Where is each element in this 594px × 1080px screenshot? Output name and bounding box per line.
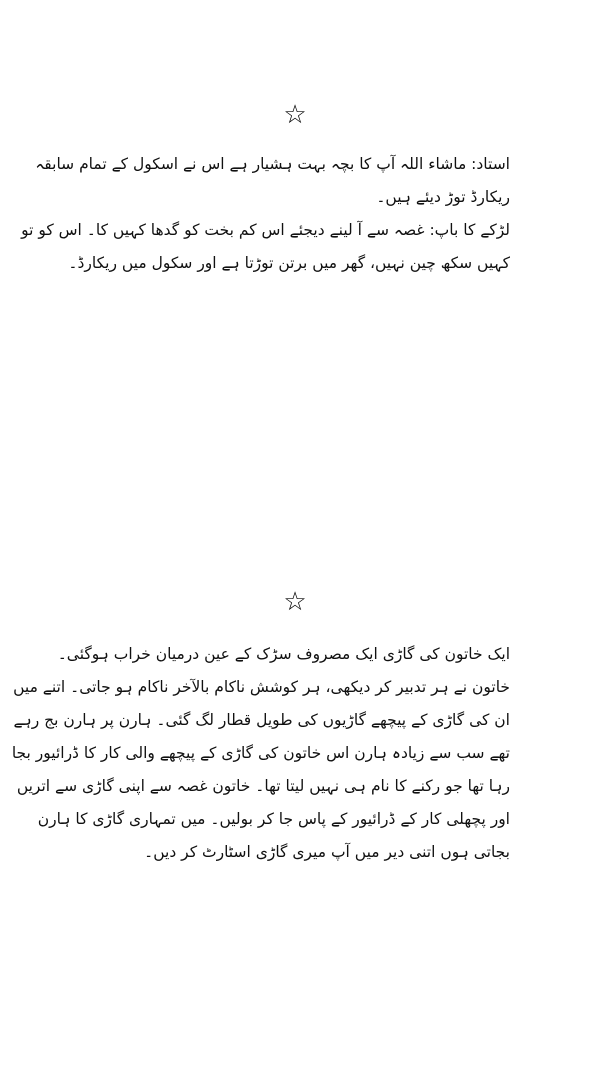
text-line: ریکارڈ توڑ دیئے ہیں۔ (376, 188, 510, 206)
text-line: تھے سب سے زیادہ ہارن اس خاتون کی گاڑی کے پیچھے والی کار کا ڈرائیور بجا (11, 744, 510, 762)
text-line: بجاتی ہوں اتنی دیر میں آپ میری گاڑی اسٹارٹ کر دیں۔ (144, 843, 510, 861)
text-line: خاتون نے ہر تدبیر کر دیکھی، ہر کوشش ناکام بالآخر ناکام ہو جاتی۔ اتنے میں (13, 678, 510, 696)
text-line: لڑکے کا باپ: غصہ سے آ لینے دیجئے اس کم بخت کو گدھا کہیں کا۔ اس کو تو (21, 221, 510, 239)
joke-2-text (11, 638, 510, 869)
star-icon: ☆ (283, 587, 307, 617)
joke-1-text (21, 148, 510, 280)
text-line: رہا تھا جو رکنے کا نام ہی نہیں لیتا تھا۔ خاتون غصہ سے اپنی گاڑی سے اتریں (16, 777, 510, 795)
text-line: اور پچھلی کار کے ڈرائیور کے پاس جا کر بولیں۔ میں تمہاری گاڑی کا ہارن (37, 810, 510, 828)
text-line: ایک خاتون کی گاڑی ایک مصروف سڑک کے عین درمیان خراب ہوگئی۔ (57, 645, 510, 663)
text-line: استاد: ماشاء اللہ آپ کا بچہ بہت ہشیار ہے اس نے اسکول کے تمام سابقہ (35, 155, 510, 173)
text-line: کہیں سکھ چین نہیں، گھر میں برتن توڑتا ہے اور سکول میں ریکارڈ۔ (68, 254, 510, 272)
text-line: ان کی گاڑی کے پیچھے گاڑیوں کی طویل قطار لگ گئی۔ ہارن پر ہارن بج رہے (13, 711, 510, 729)
star-icon: ☆ (283, 100, 307, 130)
